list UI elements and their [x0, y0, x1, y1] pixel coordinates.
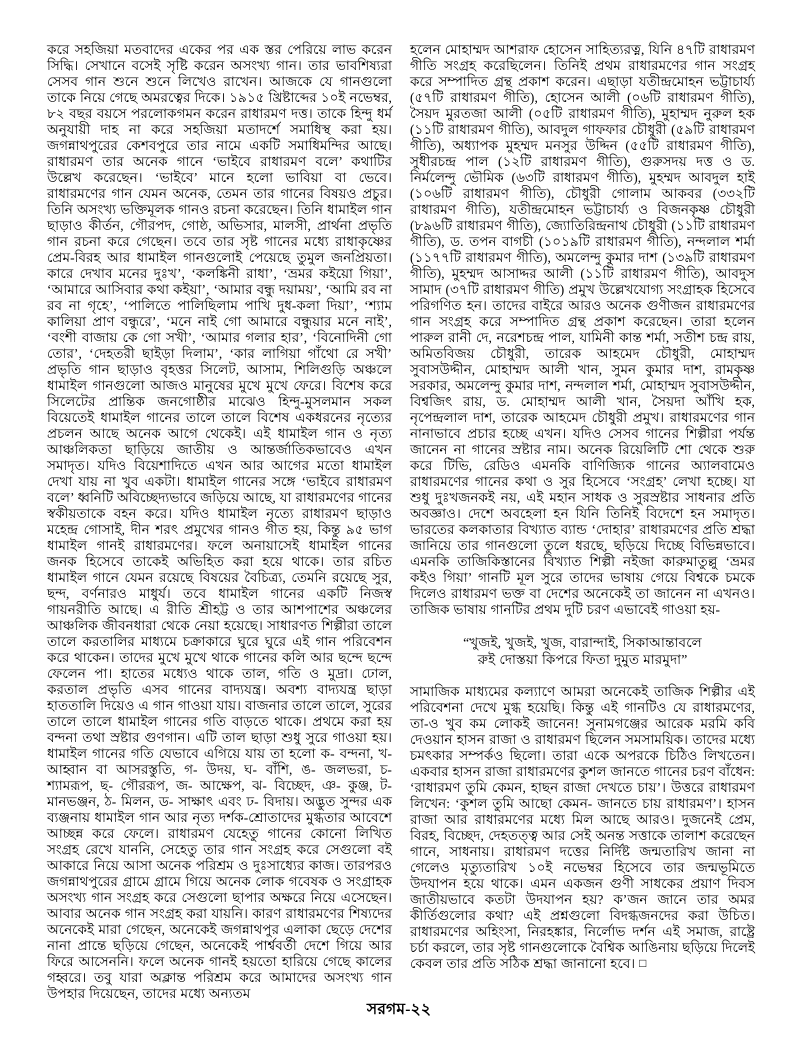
verse-line-1: “খুজই, খুজই, খুজ, বারান্দাই, সিকাআন্তাবলে [463, 635, 702, 650]
article-text-right-2 [410, 684, 755, 972]
left-column [47, 42, 392, 1002]
article-text-right-1: হলেন মোহাম্মদ আশরাফ হোসেন সাহিত্যরত্ন, যিনি ৪৭টি রাধারমণ গীতি সংগ্রহ করেছিলেন। তিনিই প্রথম রাধারমণের গান সংগ্রহ করে সম্পাদিত গ্রন্থ প্রকাশ করেন। এছাড়া যতীন্দ্রমোহন ভট্টাচার্য্য (৫৭টি রাধারমণ গীতি), হোসেন আলী (০৬টি রাধারমণ গীতি), সৈয়দ মুরতজা আলী (০৫টি রাধারমণ গীতি), মুহাম্মদ নুরুল হক (১১টি রাধারমণ গীতি), আবদুল গাফফার চৌধুরী (৫৯টি রাধারমণ গীতি), অধ্যাপক মুহম্মদ মনসুর উদ্দিন (৫৫টি রাধারমণ গীতি), সুধীরচন্দ্র পাল (১২টি রাধারমণ গীতি), গুরুসদয় দত্ত ও ড. নির্মলেন্দু ভৌমিক (৬৩টি রাধারমণ গীতি), মুহম্মদ আবদুল হাই (১০৬টি রাধারমণ গীতি), চৌধুরী গোলাম আকবর (৩৩২টি রাধারমণ গীতি), যতীন্দ্রমোহন ভট্টাচার্য্য ও বিজনকৃষ্ণ চৌধুরী (৮৯৬টি রাধারমণ গীতি), জ্যোতিরিন্দ্রনাথ চৌধুরী (১১টি রাধারমণ গীতি), ড. তপন বাগচী (১০১৯টি রাধারমণ গীতি), নন্দলাল শর্মা (১১৭৭টি রাধারমণ গীতি), অমলেন্দু কুমার দাশ (১৩৯টি রাধারমণ গীতি), মুহম্মদ আসাদ্দর আলী (১১টি রাধারমণ গীতি), আবদুস সামাদ (৩৭টি রাধারমণ গীতি) প্রমুখ উল্লেখযোগ্য সংগ্রাহক হিসেবে পরিগণিত হন। তাদের বাইরে আরও অনেক গুণীজন রাধারমণের গান সংগ্রহ করে সম্পাদিত গ্রন্থ প্রকাশ করেছেন। তারা হলেন পারুল রানী দে, নরেশচন্দ্র পাল, যামিনী কান্ত শর্মা, সতীশ চন্দ্র রায়, অমিতবিজয় চৌধুরী, তারেক আহমেদ চৌধুরী, মোহাম্মদ সুবাসউদ্দীন, মোহাম্মদ আলী খান, সুমন কুমার দাশ, রামকৃষ্ণ সরকার, অমলেন্দু কুমার দাশ, নন্দলাল শর্মা, মোহাম্মদ সুবাসউদ্দীন, বিশ্বজিৎ রায়, ড. মোহাম্মদ আলী খান, সৈয়দা আঁখি হক, নৃপেন্দ্রলাল দাশ, তারেক আহমেদ চৌধুরী প্রমুখ। রাধারমণের গান নানাভাবে প্রচার হচ্ছে এখন। যদিও সেসব গানের শিল্পীরা পর্যন্ত জানেন না গানের স্রষ্টার নাম। অনেক রিয়েলিটি শো থেকে শুরু করে টিভি, রেডিও এমনকি বাণিজ্যিক গানের অ্যালবামেও রাধারমণের গানের কথা ও সুর হিসেবে ‘সংগ্রহ’ লেখা হচ্ছে। যা শুধু দুঃখজনকই নয়, এই মহান সাধক ও সুরস্রষ্টার সাধনার প্রতি অবজ্ঞাও। দেশে অবহেলা হন যিনি তিনিই বিদেশে হন সমাদৃত। ভারতের কলকাতার বিখ্যাত ব্যান্ড ‘দোহার’ রাধারমণের প্রতি শ্রদ্ধা জানিয়ে তার গানগুলো তুলে ধরছে, ছড়িয়ে দিচ্ছে বিভিন্নভাবে। এমনকি তাজিকিস্তানের বিখ্যাত শিল্পী নইজা কারুমাতুল্লু ‘ভ্রমর কইও গিয়া’ গানটি মূল সুরে তাদের ভাষায় গেয়ে বিশ্বকে চমকে দিলেও রাধারমণ ভক্ত বা দেশের অনেকেই তা জানেন না এখনও। তাজিক ভাষায় গানটির প্রথম দুটি চরণ এভাবেই গাওয়া হয়- [410, 42, 755, 617]
right-column [410, 42, 755, 1002]
paragraph-2-text: সামাজিক মাধ্যমের কল্যাণে আমরা অনেকেই তাজিক শিল্পীর এই পরিবেশনা দেখে মুগ্ধ হয়েছি। কিন্তু এই গানটিও যে রাধারমণের, তা-ও খুব কম লোকই জানেন! সুনামগঞ্জের আরেক মরমি কবি দেওয়ান হাসন রাজা ও রাধারমণ ছিলেন সমসাময়িক। তাদের মধ্যে চমৎকার সম্পর্কও ছিলো। তারা একে অপরকে চিঠিও লিখতেন। একবার হাসন রাজা রাধারমণের কুশল জানতে গানের চরণ বাঁধেন: ‘রাধারমণ তুমি কেমন, হাছন রাজা দেখতে চায়’। উত্তরে রাধারমণ লিখেন: ‘কুশল তুমি আছো কেমন- জানতে চায় রাধারমণ’। হাসন রাজা আর রাধারমণের মধ্যে মিল আছে আরও। দুজনেই প্রেম, বিরহ, বিচ্ছেদ, দেহতত্ত্ব আর সেই অনন্ত সত্তাকে তালাশ করেছেন গানে, সাধনায়। রাধারমণ দত্তের নির্দিষ্ট জন্মতারিখ জানা না গেলেও মৃত্যুতারিখ ১০ই নভেম্বর হিসেবে তার জন্মভূমিতে উদযাপন হয়ে থাকে। এমন একজন গুণী সাধকের প্রয়াণ দিবস জাতীয়ভাবে কতটা উদযাপন হয়? ক’জন জানে তার অমর কীর্তিগুলোর কথা? এই প্রশ্নগুলো বিদগ্ধজনদের করা উচিত। রাধারমণের অহিংসা, নিরহঙ্কার, নির্লোভ দর্শন এই সমাজ, রাষ্ট্রে চর্চা করলে, তার সৃষ্ট গানগুলোকে বৈশ্বিক আঙিনায় ছড়িয়ে দিলেই কেবল তার প্রতি সঠিক শ্রদ্ধা জানানো হবে। [410, 684, 755, 971]
footer-page-label: সরগম-২২ [366, 1001, 432, 1018]
article-end-mark: □ [639, 956, 647, 970]
article-body [47, 42, 755, 1002]
tajik-verse-quote [410, 634, 755, 668]
article-text-left: করে সহজিয়া মতবাদের একের পর এক স্তর পেরিয়ে লাভ করেন সিদ্ধি। সেখানে বসেই সৃষ্টি করেন অসংখ্য গান। তার ভাবশিষ্যরা সেসব গান শুনে শুনে লিখেও রাখেন। আজকে যে গানগুলো তাকে নিয়ে গেছে অমরত্বের দিকে। ১৯১৫ খ্রিষ্টাব্দের ১০ই নভেম্বর, ৮২ বছর বয়সে পরলোকগমন করেন রাধারমণ দত্ত। তাকে হিন্দু ধর্ম অনুযায়ী দাহ না করে সহজিয়া মতাদর্শে সমাধিস্থ করা হয়। জগন্নাথপুরের কেশবপুরে তার নামে একটি সমাধিমন্দির আছে। রাধারমণ তার অনেক গানে ‘ভাইবে রাধারমণ বলে’ কথাটির উল্লেখ করেছেন। ‘ভাইবে’ মানে হলো ভাবিয়া বা ভেবে। রাধারমণের গান যেমন অনেক, তেমন তার গানের বিষয়ও প্রচুর। তিনি অসংখ্য ভক্তিমূলক গানও রচনা করেছেন। তিনি ধামাইল গান ছাড়াও কীর্তন, গৌরপদ, গোষ্ঠ, অভিসার, মালসী, প্রার্থনা প্রভৃতি গান রচনা করে গেছেন। তবে তার সৃষ্ট গানের মধ্যে রাধাকৃষ্ণের প্রেম-বিরহ আর ধামাইল গানগুলোই পেয়েছে তুমুল জনপ্রিয়তা। কারে দেখাব মনের দুঃখ’, ‘কলঙ্কিনী রাধা’, ‘ভ্রমর কইয়ো গিয়া’, ‘আমারে আসিবার কথা কইয়া’, ‘আমার বন্ধু দয়াময়’, ‘আমি রব না রব না গৃহে’, ‘পালিতে পালিছিলাম পাখি দুধ-কলা দিয়া’, ‘শ্যাম কালিয়া প্রাণ বন্ধুরে’, ‘মনে নাই গো আমারে বন্ধুয়ার মনে নাই’, ‘বংশী বাজায় কে গো সখী’, ‘আমার গলার হার’, ‘বিনোদিনী গো তোর’, ‘দেহতরী ছাইড়া দিলাম’, ‘কার লাগিয়া গাঁথো রে সখী’ প্রভৃতি গান ছাড়াও বৃহত্তর সিলেট, আসাম, শিলিগুড়ি অঞ্চলে ধামাইল গানগুলো আজও মানুষের মুখে মুখে ফেরে। বিশেষ করে সিলেটের প্রান্তিক জনগোষ্ঠীর মাঝেও হিন্দু-মুসলমান সকল বিয়েতেই ধামাইল গানের তালে তালে বিশেষ একধরনের নৃত্যের প্রচলন আছে অনেক আগে থেকেই। এই ধামাইল গান ও নৃত্য আঞ্চলিকতা ছাড়িয়ে জাতীয় ও আন্তর্জাতিকভাবেও এখন সমাদৃত। যদিও বিয়েশাদিতে এখন আর আগের মতো ধামাইল দেখা যায় না খুব একটা। ধামাইল গানের সঙ্গে ‘ভাইবে রাধারমণ বলে’ ধ্বনিটি অবিচ্ছেদ্যভাবে জড়িয়ে আছে, যা রাধারমণের গানের স্বকীয়তাকে বহন করে। যদিও ধামাইল নৃত্যে রাধারমণ ছাড়াও মহেন্দ্র গোসাই, দীন শরৎ প্রমুখের গানও গীত হয়, কিন্তু ৯৫ ভাগ ধামাইল গানই রাধারমণের। ফলে অনায়াসেই ধামাইল গানের জনক হিসেবে তাকেই অভিহিত করা হয়ে থাকে। তার রচিত ধামাইল গানে যেমন রয়েছে বিষয়ের বৈচিত্র্য, তেমনি রয়েছে সুর, ছন্দ, বর্ণনারও মাধুর্য। তবে ধামাইল গানের একটি নিজস্ব গায়নরীতি আছে। এ রীতি শ্রীহট্ট ও তার আশপাশের অঞ্চলের আঞ্চলিক জীবনধারা থেকে নেয়া হয়েছে। সাধারণত শিল্পীরা তালে তালে করতালির মাধ্যমে চক্রাকারে ঘুরে ঘুরে এই গান পরিবেশন করে থাকেন। তাদের মুখে মুখে থাকে গানের কলি আর ছন্দে ছন্দে ফেলেন পা। হাতের মধ্যেও থাকে তাল, গতি ও মুদ্রা। ঢোল, করতাল প্রভৃতি এসব গানের বাদ্যযন্ত্র। অবশ্য বাদ্যযন্ত্র ছাড়া হাততালি দিয়েও এ গান গাওয়া যায়। বাজনার তালে তালে, সুরের তালে তালে ধামাইল গানের গতি বাড়তে থাকে। প্রথমে করা হয় বন্দনা তথা স্রষ্টার গুণগান। এটি তাল ছাড়া শুধু সুরে গাওয়া হয়। ধামাইল গানের গতি যেভাবে এগিয়ে যায় তা হলো ক- বন্দনা, খ- আহ্বান বা আসরস্তুতি, গ- উদয়, ঘ- বাঁশি, ঙ- জলভরা, চ- শ্যামরূপ, ছ- গৌররূপ, জ- আক্ষেপ, ঝ- বিচ্ছেদ, ঞ- কুঞ্জ, ট- মানভঞ্জন, ঠ- মিলন, ড- সাক্ষাৎ এবং ঢ- বিদায়। অদ্ভুত সুন্দর এক ব্যঞ্জনায় ধামাইল গান আর নৃত্য দর্শক-শ্রোতাদের মুগ্ধতার আবেশে আচ্ছন্ন করে ফেলে। রাধারমণ যেহেতু গানের কোনো লিখিত সংগ্রহ রেখে যাননি, সেহেতু তার গান সংগ্রহ করে সেগুলো বই আকারে নিয়ে আসা অনেক পরিশ্রম ও দুঃসাধ্যের কাজ। তারপরও জগন্নাথপুরের গ্রামে গ্রামে গিয়ে অনেক লোক গবেষক ও সংগ্রাহক অসংখ্য গান সংগ্রহ করে সেগুলো ছাপার অক্ষরে নিয়ে এসেছেন। আবার অনেক গান সংগ্রহ করা যায়নি। কারণ রাধারমণের শিষ্যদের অনেকেই মারা গেছেন, অনেকেই জগন্নাথপুর এলাকা ছেড়ে দেশের নানা প্রান্তে ছড়িয়ে গেছেন, অনেকেই পার্শ্ববর্তী দেশে গিয়ে আর ফিরে আসেননি। ফলে অনেক গানই হয়তো হারিয়ে গেছে কালের গহ্বরে। তবু যারা অক্লান্ত পরিশ্রম করে আমাদের অসংখ্য গান উপহার দিয়েছেন, তাদের মধ্যে অন্যতম [47, 42, 392, 1001]
page-footer [0, 997, 798, 1023]
verse-line-2: রুই দোস্তয়া কিপরে ফিতা দুমুত মারমুদা” [477, 652, 688, 667]
